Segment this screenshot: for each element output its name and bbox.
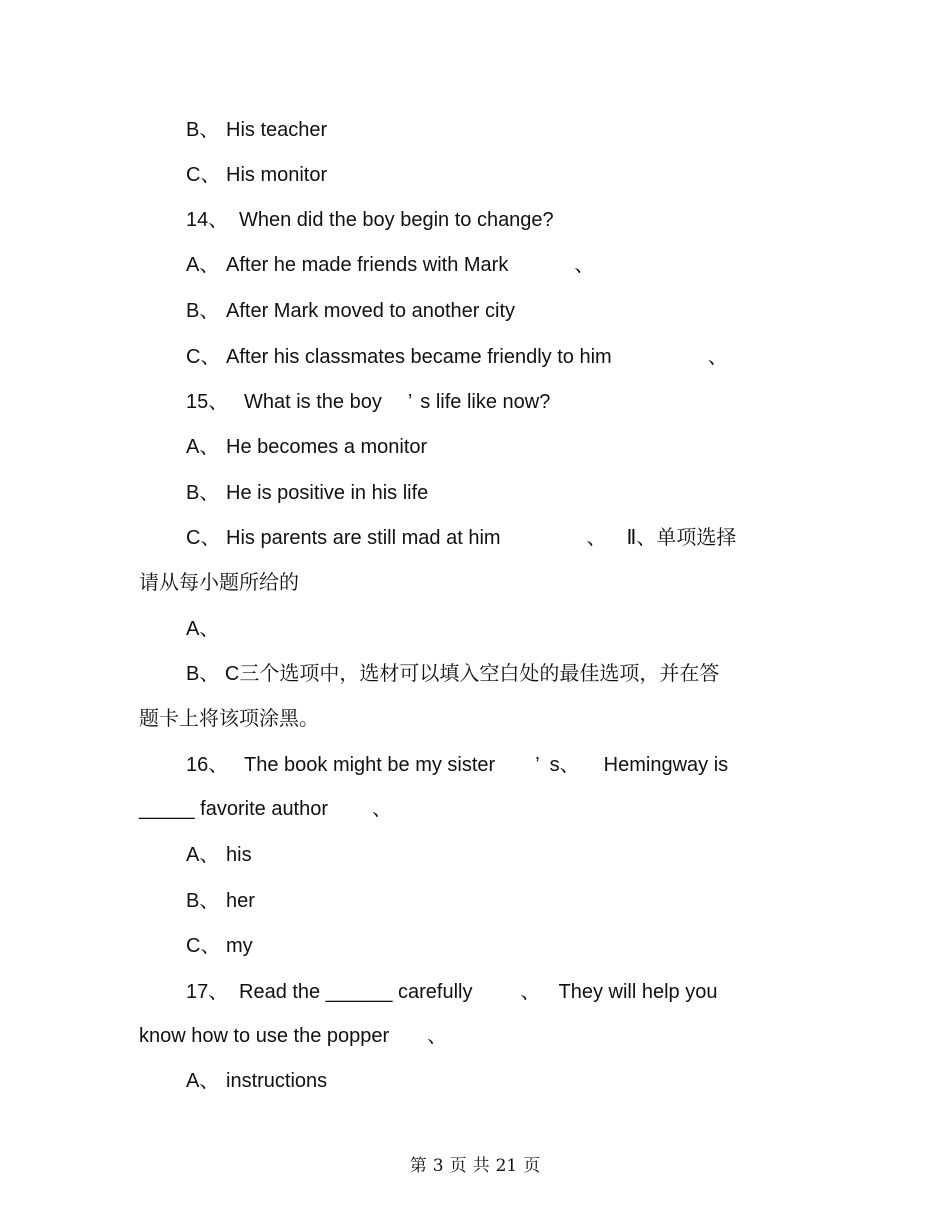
option-a-q14 (186, 253, 594, 277)
instruction-line-1 (139, 571, 299, 595)
question-text: s、 (549, 754, 580, 776)
option-c-q14 (186, 345, 728, 369)
option-text: He becomes a monitor (226, 436, 428, 458)
option-text: His monitor (226, 164, 328, 186)
question-text: Hemingway is (603, 754, 729, 776)
option-text: He is positive in his life (226, 482, 429, 504)
page-number: 3 (432, 1156, 444, 1176)
option-c-q13 (186, 163, 327, 187)
option-b-q16 (186, 889, 255, 913)
question-16 (186, 753, 728, 777)
option-label: A、 (186, 254, 220, 276)
option-label: C、 (186, 935, 221, 957)
option-label: B、 (186, 482, 220, 504)
question-17-continued (139, 1024, 447, 1048)
option-a-q17 (186, 1069, 327, 1093)
question-text: They will help you (558, 981, 718, 1003)
question-text: The book might be my sister (244, 754, 496, 776)
instruction-line-2 (186, 617, 219, 641)
option-b-q14 (186, 299, 515, 323)
instruction-text: A、 (186, 618, 220, 640)
total-pages: 21 (495, 1156, 518, 1176)
section-heading: Ⅱ、单项选择 (626, 527, 737, 549)
option-label: C、 (186, 346, 221, 368)
instruction-text: 题卡上将该项涂黑。 (139, 708, 319, 730)
option-a-q16 (186, 843, 252, 867)
option-label: C、 (186, 164, 221, 186)
question-text: _____ favorite author (139, 798, 329, 820)
option-b-q15 (186, 481, 428, 505)
page-footer (0, 1155, 950, 1177)
option-label: B、 (186, 300, 220, 322)
question-17 (186, 980, 717, 1004)
punctuation: 、 (372, 798, 393, 820)
punctuation: 、 (586, 527, 607, 549)
question-15 (186, 390, 550, 414)
question-text: s life like now? (420, 391, 551, 413)
question-number: 16、 (186, 754, 229, 776)
question-number: 17、 (186, 981, 229, 1003)
question-number: 14、 (186, 209, 229, 231)
footer-text: 共 (472, 1156, 490, 1176)
instruction-line-4 (139, 707, 319, 731)
option-text: After he made friends with Mark (226, 254, 509, 276)
question-14 (186, 208, 554, 232)
apostrophe: ’ (407, 391, 413, 413)
option-label: A、 (186, 1070, 220, 1092)
instruction-text: B、 C三个选项中，选材可以填入空白处的最佳选项，并在答 (186, 663, 720, 685)
question-number: 15、 (186, 391, 229, 413)
option-text: her (226, 890, 255, 912)
question-text: What is the boy (244, 391, 382, 413)
punctuation: 、 (427, 1025, 448, 1047)
option-text: my (226, 935, 253, 957)
option-b-q13 (186, 118, 327, 142)
option-a-q15 (186, 435, 427, 459)
option-c-q15 (186, 526, 736, 550)
option-label: A、 (186, 436, 220, 458)
question-text: When did the boy begin to change? (239, 209, 554, 231)
option-text: After Mark moved to another city (226, 300, 516, 322)
punctuation: 、 (707, 346, 728, 368)
option-text: After his classmates became friendly to him (226, 346, 612, 368)
option-text: His parents are still mad at him (226, 527, 501, 549)
question-text: Read the ______ carefully (239, 981, 473, 1003)
instruction-text: 请从每小题所给的 (139, 572, 299, 594)
option-label: B、 (186, 119, 220, 141)
punctuation: 、 (520, 981, 541, 1003)
option-text: His teacher (226, 119, 328, 141)
question-16-continued (139, 797, 392, 821)
apostrophe: ’ (535, 754, 540, 776)
option-label: A、 (186, 844, 220, 866)
option-text: his (226, 844, 252, 866)
option-text: instructions (226, 1070, 328, 1092)
question-text: know how to use the popper (139, 1025, 390, 1047)
instruction-line-3 (186, 662, 719, 686)
footer-text: 页 (523, 1156, 541, 1176)
option-label: B、 (186, 890, 220, 912)
footer-text: 第 (409, 1156, 427, 1176)
option-c-q16 (186, 934, 253, 958)
punctuation: 、 (574, 254, 595, 276)
option-label: C、 (186, 527, 221, 549)
footer-text: 页 (449, 1156, 467, 1176)
